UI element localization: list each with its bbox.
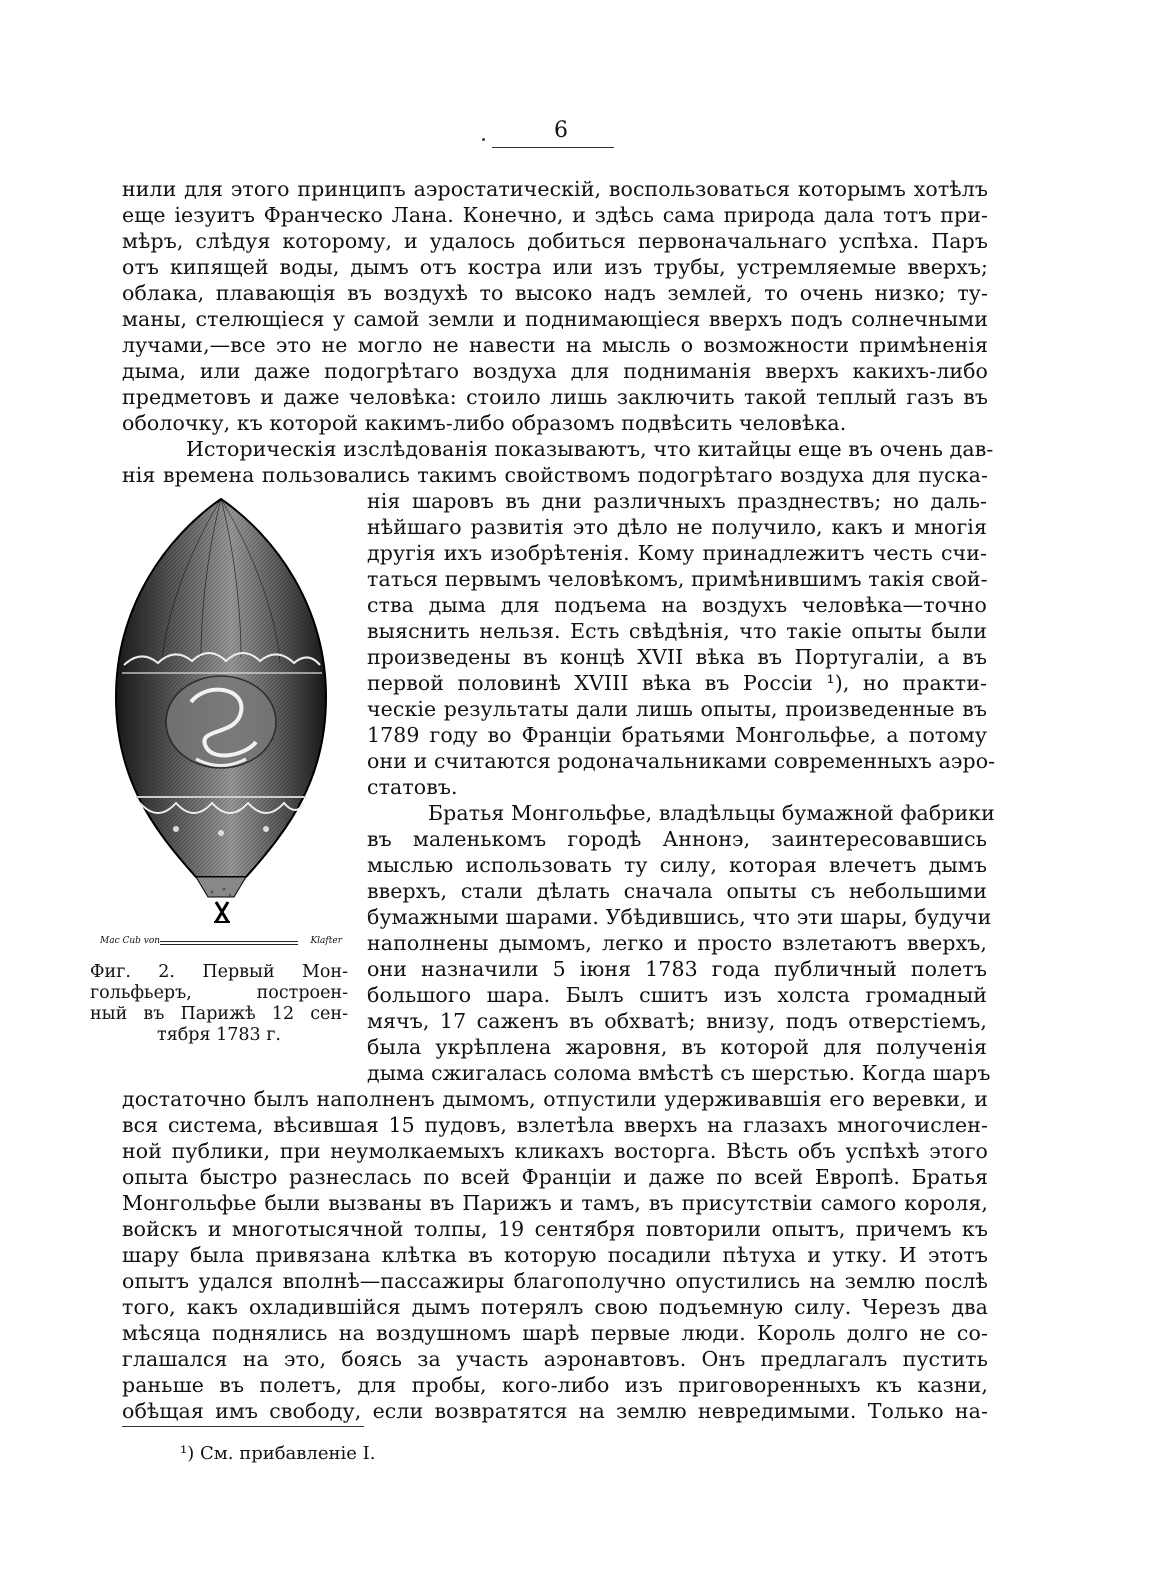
figure-caption-line: гольфьеръ, построен- xyxy=(90,983,348,1003)
header-rule xyxy=(492,147,614,148)
text-line: оболочку, къ которой какимъ-либо образомъ подвѣсить человѣка. xyxy=(122,411,847,435)
figure-scale-bar xyxy=(100,935,342,947)
figure-caption-line: ный въ Парижѣ 12 сен- xyxy=(90,1004,348,1024)
text-line: была укрѣплена жаровня, въ которой для полученія xyxy=(367,1035,987,1059)
text-line: они и считаются родоначальниками современныхъ аэро- xyxy=(367,749,996,773)
text-line: большого шара. Былъ сшитъ изъ холста громадный xyxy=(367,983,987,1007)
text-line: еще іезуитъ Франческо Лана. Конечно, и здѣсь сама природа дала тотъ при- xyxy=(122,203,988,227)
balloon-illustration xyxy=(96,497,346,937)
text-line: маны, стелющіеся у самой земли и поднимающіеся вверхъ подъ солнечными xyxy=(122,307,988,331)
figure-caption-line: Фиг. 2. Первый Мон- xyxy=(90,962,348,982)
text-line: ной публики, при неумолкаемыхъ кликахъ восторга. Вѣсть объ успѣхѣ этого xyxy=(122,1139,988,1163)
footnote-text: См. прибавленіе I. xyxy=(199,1443,376,1464)
text-line: вверхъ, стали дѣлать сначала опыты съ небольшими xyxy=(367,879,987,903)
page-number: 6 xyxy=(554,118,568,143)
text-line: наполнены дымомъ, легко и просто взлетаютъ вверхъ, xyxy=(367,931,987,955)
footnote xyxy=(180,1442,375,1466)
text-line: опытъ удался вполнѣ—пассажиры благополучно опустились на землю послѣ xyxy=(122,1269,988,1293)
text-line: другія ихъ изобрѣтенія. Кому принадлежитъ честь счи- xyxy=(367,541,987,565)
text-line: въ маленькомъ городѣ Аннонэ, заинтересовавшись xyxy=(367,827,987,851)
text-line: шару была привязана клѣтка въ которую посадили пѣтуха и утку. И этотъ xyxy=(122,1243,988,1267)
scale-bar xyxy=(160,941,298,945)
text-line: дыма сжигалась солома вмѣстѣ съ шерстью. Когда шаръ xyxy=(367,1061,991,1085)
text-line: мячъ, 17 саженъ въ обхватѣ; внизу, подъ отверстіемъ, xyxy=(367,1009,987,1033)
text-line: глашался на это, боясь за участь аэронавтовъ. Онъ предлагалъ пустить xyxy=(122,1347,988,1371)
text-line: нѣйшаго развитія это дѣло не получило, какъ и многія xyxy=(367,515,987,539)
text-line: мѣсяца поднялись на воздушномъ шарѣ первые люди. Король долго не со- xyxy=(122,1321,988,1345)
text-line: опыта быстро разнеслась по всей Франціи и даже по всей Европѣ. Братья xyxy=(122,1165,988,1189)
text-line: 1789 году во Франціи братьями Монгольфье, а потому xyxy=(367,723,987,747)
text-line: статовъ. xyxy=(367,775,458,799)
text-line: вся система, вѣсившая 15 пудовъ, взлетѣла вверхъ на глазахъ многочислен- xyxy=(122,1113,988,1137)
text-line: раньше въ полетъ, для пробы, кого-либо изъ приговоренныхъ къ казни, xyxy=(122,1373,988,1397)
text-line: произведены въ концѣ XVII вѣка въ Португаліи, а въ xyxy=(367,645,987,669)
text-line: обѣщая имъ свободу, если возвратятся на землю невредимыми. Только на- xyxy=(122,1399,988,1423)
text-line: выяснить нельзя. Есть свѣдѣнія, что такіе опыты были xyxy=(367,619,987,643)
scale-left-label: Mac Cub von xyxy=(100,936,161,946)
text-line: Историческія изслѣдованія показываютъ, что китайцы еще въ очень дав- xyxy=(186,437,994,461)
text-line: достаточно былъ наполненъ дымомъ, отпустили удерживавшія его веревки, и xyxy=(122,1087,988,1111)
text-line: Монгольфье были вызваны въ Парижъ и тамъ, въ присутствіи самого короля, xyxy=(122,1191,988,1215)
text-line: войскъ и многотысячной толпы, 19 сентября повторили опытъ, причемъ къ xyxy=(122,1217,988,1241)
text-line: таться первымъ человѣкомъ, примѣнившимъ такія свой- xyxy=(367,567,988,591)
footnote-rule xyxy=(122,1426,364,1427)
text-line: нія времена пользовались такимъ свойствомъ подогрѣтаго воздуха для пуска- xyxy=(122,463,988,487)
text-line: мыслью использовать ту силу, которая влечетъ дымъ xyxy=(367,853,987,877)
text-line: отъ кипящей воды, дымъ отъ костра или изъ трубы, устремляемые вверхъ; xyxy=(122,255,988,279)
text-line: нили для этого принципъ аэростатическій, воспользоваться которымъ хотѣлъ xyxy=(122,177,988,201)
scale-right-label: Klafter xyxy=(310,936,342,946)
header-dot xyxy=(482,138,485,141)
text-line: предметовъ и даже человѣка: стоило лишь заключить такой теплый газъ въ xyxy=(122,385,988,409)
text-line: ства дыма для подъема на воздухъ человѣка—точно xyxy=(367,593,987,617)
footnote-marker: ¹) xyxy=(180,1443,195,1464)
text-line: ческіе результаты дали лишь опыты, произведенные въ xyxy=(367,697,987,721)
text-line: нія шаровъ въ дни различныхъ празднествъ; но даль- xyxy=(367,489,987,513)
text-line: первой половинѣ XVIII вѣка въ Россіи ¹), но практи- xyxy=(367,671,987,695)
text-line: облака, плавающія въ воздухѣ то высоко надъ землей, то очень низко; ту- xyxy=(122,281,988,305)
figure-caption-line: тября 1783 г. xyxy=(157,1025,281,1045)
text-line: того, какъ охладившійся дымъ потерялъ свою подъемную силу. Черезъ два xyxy=(122,1295,988,1319)
text-line: мѣръ, слѣдуя которому, и удалось добиться первоначальнаго успѣха. Паръ xyxy=(122,229,988,253)
text-line: они назначили 5 іюня 1783 года публичный полетъ xyxy=(367,957,987,981)
text-line: Братья Монгольфье, владѣльцы бумажной фабрики xyxy=(428,801,995,825)
text-line: бумажными шарами. Убѣдившись, что эти шары, будучи xyxy=(367,905,992,929)
text-line: дыма, или даже подогрѣтаго воздуха для подниманія вверхъ какихъ-либо xyxy=(122,359,988,383)
text-line: лучами,—все это не могло не навести на мысль о возможности примѣненія xyxy=(122,333,988,357)
